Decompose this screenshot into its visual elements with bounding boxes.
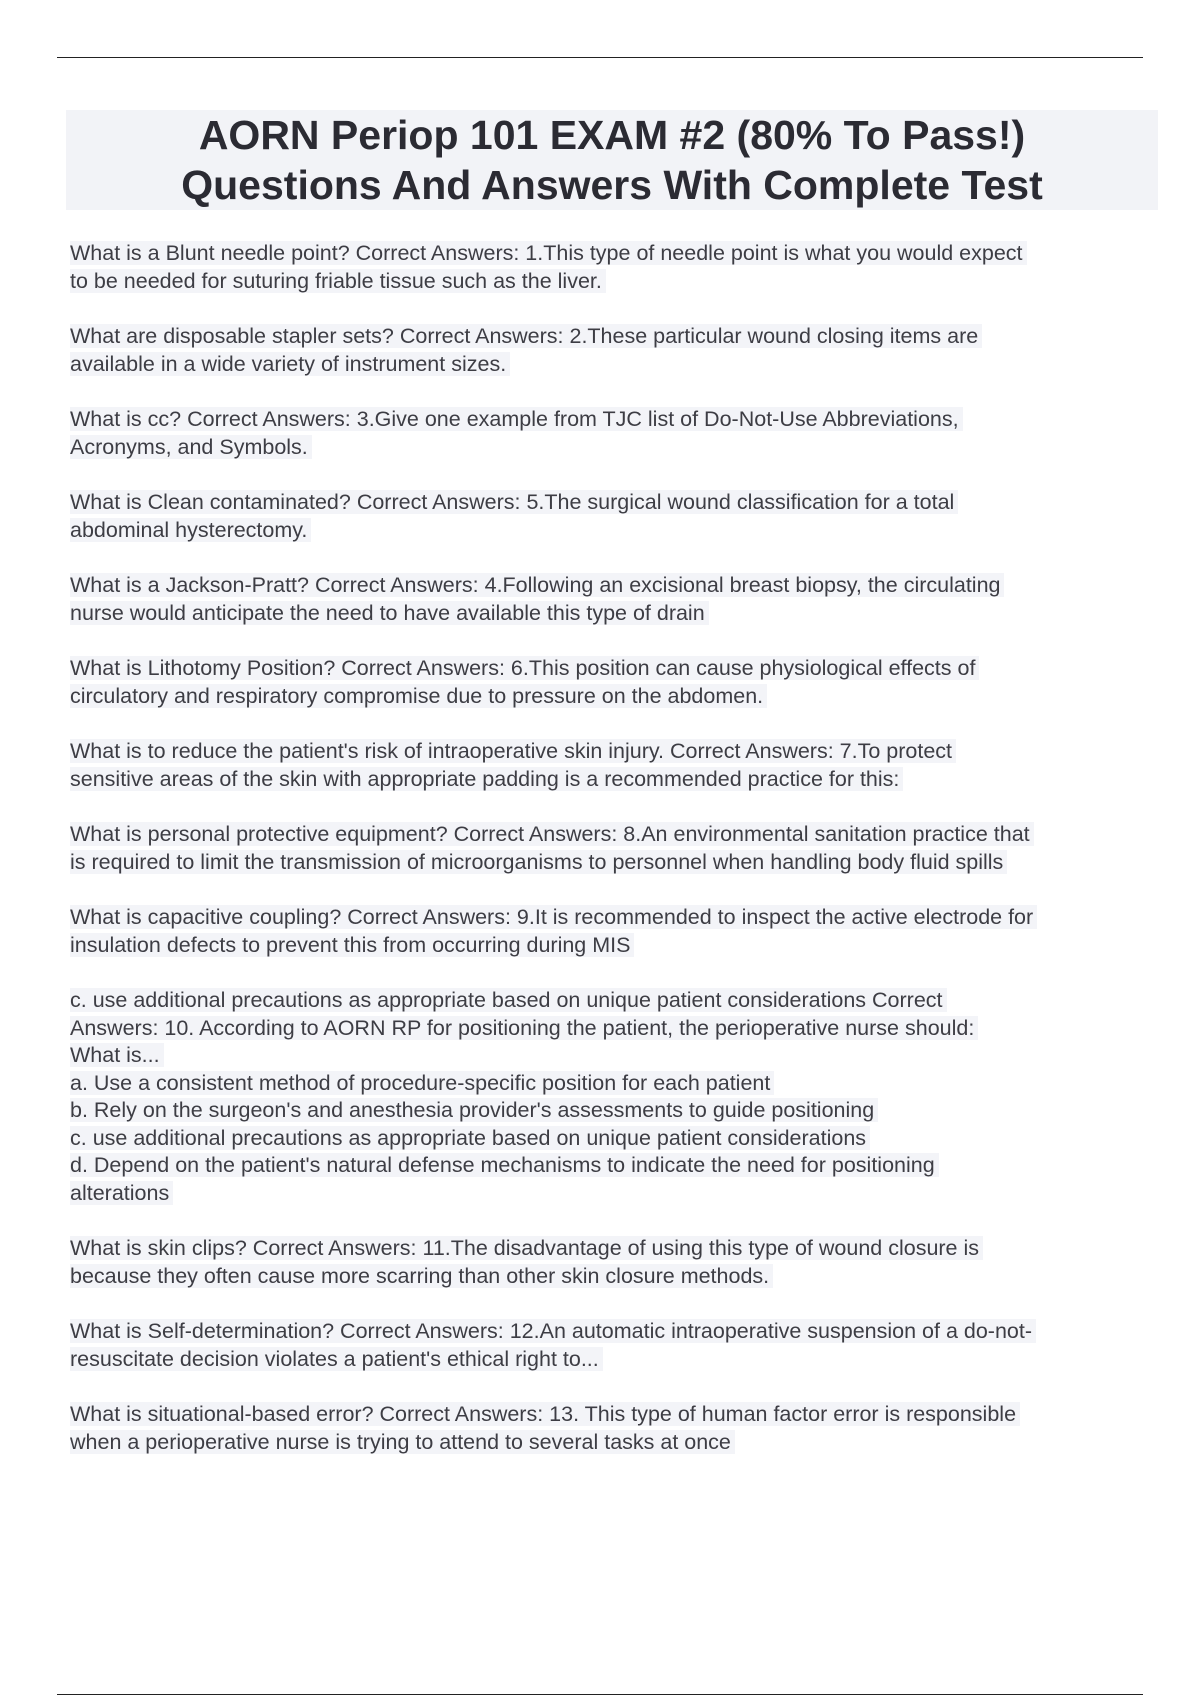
qa-line: What is personal protective equipment? Correct Answers: 8.An environmental sanitation practice that: [70, 822, 1034, 846]
qa-entry-9: [70, 904, 1160, 959]
qa-line: nurse would anticipate the need to have available this type of drain: [70, 601, 709, 625]
title-line-2: Questions And Answers With Complete Test: [181, 162, 1043, 208]
qa-entry-4: [70, 489, 1160, 544]
qa-line: available in a wide variety of instrument sizes.: [70, 352, 510, 376]
qa-entry-2: [70, 323, 1160, 378]
title-line-1: AORN Periop 101 EXAM #2 (80% To Pass!): [198, 112, 1026, 158]
qa-line: What is capacitive coupling? Correct Answers: 9.It is recommended to inspect the active electrode for: [70, 905, 1037, 929]
qa-line: What is a Jackson-Pratt? Correct Answers: 4.Following an excisional breast biopsy, the circulating: [70, 573, 1004, 597]
qa-line: alterations: [70, 1181, 173, 1205]
qa-line: is required to limit the transmission of microorganisms to personnel when handling body fluid spills: [70, 850, 1007, 874]
qa-line: What is skin clips? Correct Answers: 11.The disadvantage of using this type of wound closure is: [70, 1236, 983, 1260]
qa-entry-11: [70, 1235, 1160, 1290]
qa-line: because they often cause more scarring than other skin closure methods.: [70, 1264, 773, 1288]
qa-line: What is Clean contaminated? Correct Answers: 5.The surgical wound classification for a total: [70, 490, 958, 514]
qa-line: to be needed for suturing friable tissue such as the liver.: [70, 269, 606, 293]
qa-line: c. use additional precautions as appropriate based on unique patient considerations Correct: [70, 988, 947, 1012]
document-title: [66, 110, 1158, 210]
qa-line: Acronyms, and Symbols.: [70, 435, 312, 459]
qa-option-b: b. Rely on the surgeon's and anesthesia provider's assessments to guide positioning: [70, 1098, 878, 1122]
qa-line: when a perioperative nurse is trying to attend to several tasks at once: [70, 1430, 735, 1454]
qa-entry-13: [70, 1401, 1160, 1456]
bottom-divider: [57, 1694, 1143, 1695]
qa-entry-12: [70, 1318, 1160, 1373]
qa-option-d: d. Depend on the patient's natural defense mechanisms to indicate the need for positioning: [70, 1153, 939, 1177]
qa-entry-8: [70, 821, 1160, 876]
qa-line: abdominal hysterectomy.: [70, 518, 311, 542]
qa-line: What is...: [70, 1043, 164, 1067]
qa-option-c: c. use additional precautions as appropriate based on unique patient considerations: [70, 1126, 870, 1150]
qa-line: What is cc? Correct Answers: 3.Give one example from TJC list of Do-Not-Use Abbreviations,: [70, 407, 963, 431]
qa-entry-10: [70, 987, 1160, 1207]
qa-line: insulation defects to prevent this from occurring during MIS: [70, 933, 634, 957]
qa-line: Answers: 10. According to AORN RP for positioning the patient, the perioperative nurse should:: [70, 1016, 978, 1040]
top-divider: [57, 57, 1143, 58]
qa-line: sensitive areas of the skin with appropriate padding is a recommended practice for this:: [70, 767, 903, 791]
qa-list: [70, 240, 1160, 1484]
qa-line: What is Self-determination? Correct Answers: 12.An automatic intraoperative suspension of a do-not-: [70, 1319, 1036, 1343]
qa-line: What is situational-based error? Correct Answers: 13. This type of human factor error is responsible: [70, 1402, 1020, 1426]
qa-entry-7: [70, 738, 1160, 793]
qa-entry-3: [70, 406, 1160, 461]
qa-entry-1: [70, 240, 1160, 295]
qa-line: What is Lithotomy Position? Correct Answers: 6.This position can cause physiological effects of: [70, 656, 979, 680]
qa-line: What is to reduce the patient's risk of intraoperative skin injury. Correct Answers: 7.To protect: [70, 739, 956, 763]
qa-line: resuscitate decision violates a patient's ethical right to...: [70, 1347, 603, 1371]
qa-entry-6: [70, 655, 1160, 710]
qa-line: circulatory and respiratory compromise due to pressure on the abdomen.: [70, 684, 767, 708]
qa-entry-5: [70, 572, 1160, 627]
qa-line: What are disposable stapler sets? Correct Answers: 2.These particular wound closing items are: [70, 324, 982, 348]
qa-line: What is a Blunt needle point? Correct Answers: 1.This type of needle point is what you would expect: [70, 241, 1027, 265]
qa-option-a: a. Use a consistent method of procedure-specific position for each patient: [70, 1071, 774, 1095]
